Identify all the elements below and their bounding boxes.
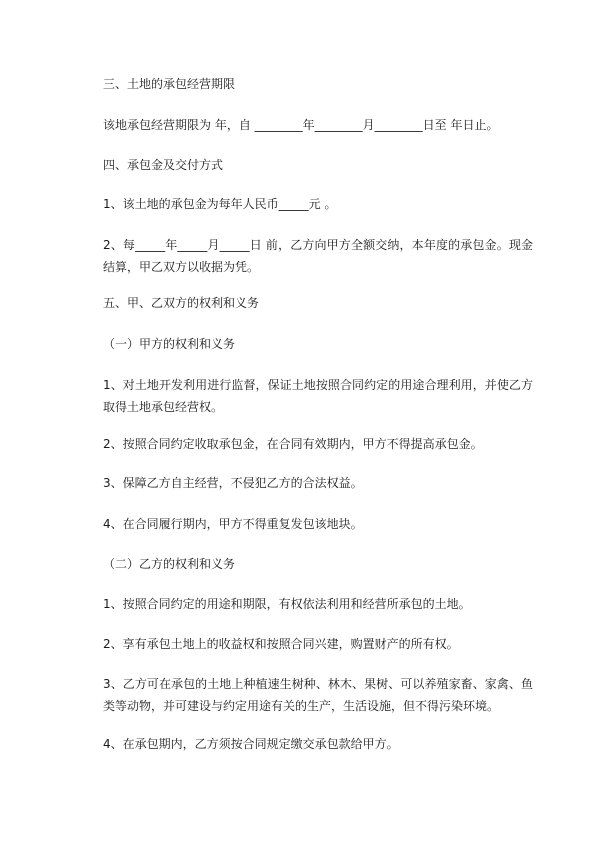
party-b-clause-1: 1、按照合同约定的用途和期限，有权依法利用和经营所承包的土地。 [103, 597, 471, 611]
party-b-clause-2: 2、享有承包土地上的收益权和按照合同兴建，购置财产的所有权。 [103, 637, 459, 651]
section-heading-rights-obligations: 五、甲、乙双方的权利和义务 [103, 296, 260, 310]
party-b-clause-4: 4、在承包期内，乙方须按合同规定缴交承包款给甲方。 [103, 737, 399, 751]
subheading-party-b: （二）乙方的权利和义务 [103, 557, 236, 571]
payment-clause-2: 2、每_____年_____月_____日 前，乙方向甲方全额交纳，本年度的承包金。现金结算，甲乙双方以收据为凭。 [103, 238, 533, 274]
party-b-clause-3: 3、乙方可在承包的土地上种植速生树种、林木、果树、可以养殖家畜、家禽、鱼类等动物，并可建设与约定用途有关的生产，生活设施，但不得污染环境。 [103, 677, 533, 713]
party-a-clause-3: 3、保障乙方自主经营，不侵犯乙方的合法权益。 [103, 476, 363, 490]
section-heading-lease-term: 三、土地的承包经营期限 [103, 77, 236, 91]
party-a-clause-4: 4、在合同履行期内，甲方不得重复发包该地块。 [103, 517, 363, 531]
party-a-clause-2: 2、按照合同约定收取承包金，在合同有效期内，甲方不得提高承包金。 [103, 437, 483, 451]
lease-term-clause: 该地承包经营期限为 年，自 ________年________月________日至 年日止。 [103, 118, 499, 132]
subheading-party-a: （一）甲方的权利和义务 [103, 337, 236, 351]
section-heading-payment: 四、承包金及交付方式 [103, 158, 224, 172]
payment-clause-1: 1、该土地的承包金为每年人民币_____元 。 [103, 197, 337, 211]
party-a-clause-1: 1、对土地开发利用进行监督，保证土地按照合同约定的用途合理利用，并使乙方取得土地承包经营权。 [103, 378, 533, 414]
